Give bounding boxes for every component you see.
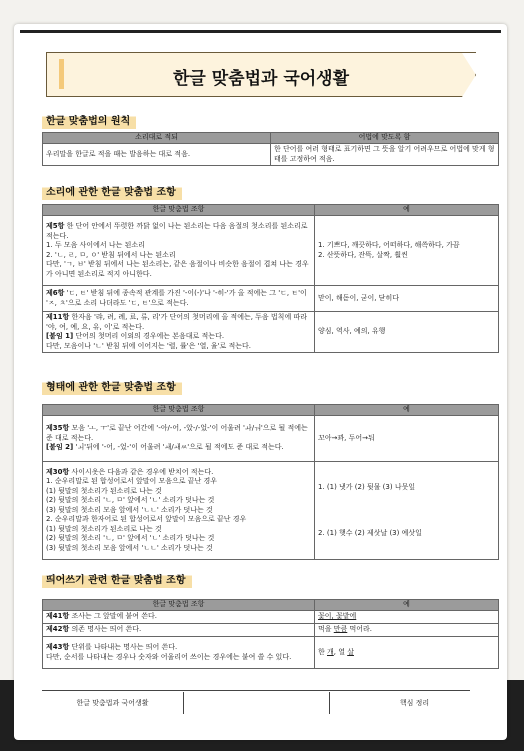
- rule-line: 다만, 순서를 나타내는 경우나 숫자와 어울리어 쓰이는 경우에는 붙여 쓸 수 있다.: [46, 652, 292, 661]
- example-line: 2. (1) 햇수 (2) 제삿날 (3) 예삿일: [318, 528, 422, 537]
- sound-header-rule: 한글 맞춤법 조항: [43, 205, 315, 216]
- rule-line: 다만, 모음이나 'ㄴ' 받침 뒤에 이어지는 '렬, 률'은 '열, 율'로 적는다.: [46, 341, 251, 350]
- rule-number: 제42항: [46, 625, 70, 634]
- rule-30-cell: [43, 462, 315, 560]
- rule-number: 제41항: [46, 612, 70, 621]
- top-rule: [20, 30, 501, 33]
- rule-42-cell: [43, 624, 315, 637]
- principles-cell-1: 우리말을 한글로 적을 때는 발음하는 대로 적음.: [43, 144, 271, 166]
- footer-right: 핵심 정리: [399, 699, 430, 707]
- principles-cell-2: 한 단어를 여러 형태로 표기하면 그 뜻을 알기 어려우므로 어법에 맞게 형태를 고정하여 적음.: [271, 144, 499, 166]
- principles-header-2: 어법에 맞도록 함: [271, 133, 499, 144]
- section-title-principles: 한글 맞춤법의 원칙: [42, 110, 136, 129]
- rule-line: (1) 뒷말의 첫소리가 된소리로 나는 것: [46, 486, 162, 495]
- rule-43-example: [315, 637, 499, 669]
- rule-number: 제5항: [46, 222, 65, 230]
- title-banner: [46, 52, 476, 97]
- page-title: 한글 맞춤법과 국어생활: [172, 69, 350, 89]
- rule-35-cell: [43, 416, 315, 462]
- rule-5-example: [315, 216, 499, 286]
- rule-35-example: 꼬아→꽈, 두어→둬: [315, 416, 499, 462]
- rule-41-cell: [43, 611, 315, 624]
- banner-notch: [462, 53, 476, 97]
- rule-line: (2) 뒷말의 첫소리 'ㄴ, ㅁ' 앞에서 'ㄴ' 소리가 덧나는 것: [46, 496, 215, 505]
- note-label: [붙임 2]: [46, 443, 74, 452]
- rule-11-cell: [43, 312, 315, 353]
- rule-text: 의존 명사는 띄어 쓴다.: [69, 625, 142, 634]
- sound-table: [42, 204, 499, 353]
- table-row: [43, 312, 499, 353]
- rule-line: 2. 'ㄴ, ㄹ, ㅁ, ㅇ' 받침 뒤에서 나는 된소리: [46, 250, 176, 259]
- example-line: 1. (1) 냇가 (2) 뒷물 (3) 나뭇잎: [318, 482, 416, 491]
- table-row: [43, 216, 499, 286]
- rule-43-cell: [43, 637, 315, 669]
- table-row: [43, 611, 499, 624]
- rule-line: 2. 순우리말과 한자어로 된 합성어로서 앞말이 모음으로 끝난 경우: [46, 515, 247, 524]
- document-sheet: [14, 24, 507, 740]
- footer-rule: [42, 690, 470, 691]
- principles-table: [42, 132, 499, 166]
- rule-line: 1. 두 모음 사이에서 나는 된소리: [46, 241, 145, 249]
- rule-text: 사이시옷은 다음과 같은 경우에 받치어 적는다.: [69, 467, 214, 476]
- rule-number: 제30항: [46, 467, 70, 476]
- rule-text: 'ㄷ, ㅌ' 받침 뒤에 종속적 관계를 가진 '-이(-)'나 '-히-'가 올 적에는 그 'ㄷ, ㅌ'이 'ㅈ, ㅊ'으로 소리 나더라도 'ㄷ, ㅌ'으로 적는다.: [46, 289, 307, 307]
- rule-41-example: 꽃이, 꽃밭에: [315, 611, 499, 624]
- rule-5-cell: [43, 216, 315, 286]
- spacing-header-example: 예: [315, 600, 499, 611]
- principles-header-1: 소리대로 적되: [43, 133, 271, 144]
- example-underlined: 살: [347, 647, 354, 656]
- rule-line: 1. 순우리말로 된 합성어로서 앞말이 모음으로 끝난 경우: [46, 477, 218, 486]
- rule-line: (1) 뒷말의 첫소리가 된소리로 나는 것: [46, 524, 162, 533]
- example-underlined: 만큼: [333, 625, 348, 634]
- rule-text: 조사는 그 앞말에 붙여 쓴다.: [69, 612, 157, 621]
- rule-line: (3) 뒷말의 첫소리 모음 앞에서 'ㄴㄴ' 소리가 덧나는 것: [46, 543, 213, 552]
- footer-middle: [184, 692, 330, 714]
- sound-header-example: 예: [315, 205, 499, 216]
- form-table: [42, 404, 499, 560]
- rule-number: 제35항: [46, 424, 70, 433]
- example-line: 2. 산뜻하다, 잔뜩, 살짝, 훨씬: [318, 250, 408, 259]
- rule-text: 한자음 '랴, 려, 례, 료, 류, 리'가 단어의 첫머리에 올 적에는, 두음 법칙에 따라 '야, 여, 예, 요, 유, 이'로 적는다.: [46, 313, 307, 331]
- note-text: 단어의 첫머리 이외의 경우에는 본음대로 적는다.: [73, 332, 225, 340]
- example-text: 먹을: [318, 625, 334, 634]
- note-text: 'ㅚ'뒤에 '-어, -었-'이 어울려 'ㅙ/ㅙㅆ'으로 될 적에도 준 대로 적는다.: [73, 443, 284, 452]
- table-row: [43, 624, 499, 637]
- rule-text: 모음 'ㅗ, ㅜ'로 끝난 어간에 '-아/-어, -았-/-었-'이 어울려 'ㅘ/ㅝ'으로 될 적에는 준 대로 적는다.: [46, 424, 308, 442]
- section-title-form: 형태에 관한 한글 맞춤법 조항: [42, 376, 182, 395]
- table-row: [43, 637, 499, 669]
- example-text: 먹어라.: [347, 625, 373, 634]
- rule-30-example: [315, 462, 499, 560]
- note-label: [붙임 1]: [46, 332, 74, 340]
- rule-line: (2) 뒷말의 첫소리 'ㄴ, ㅁ' 앞에서 'ㄴ' 소리가 덧나는 것: [46, 534, 215, 543]
- page-footer: [42, 692, 499, 714]
- spacing-header-rule: 한글 맞춤법 조항: [43, 600, 315, 611]
- rule-line: 다만, 'ㄱ, ㅂ' 받침 뒤에서 나는 된소리는, 같은 음절이나 비슷한 음절이 겹쳐 나는 경우가 아니면 된소리로 적지 아니한다.: [46, 260, 309, 278]
- rule-11-example: 양심, 역사, 예의, 유행: [315, 312, 499, 353]
- example-underlined: 개: [327, 647, 334, 656]
- example-text: 한: [318, 647, 327, 656]
- footer-left: 한글 맞춤법과 국어생활: [42, 692, 184, 714]
- rule-number: 제43항: [46, 643, 70, 651]
- rule-note: [46, 332, 311, 342]
- example-line: 1. 기쁘다, 깨끗하다, 어떠하다, 해쓱하다, 가끔: [318, 241, 460, 249]
- rule-number: 제6항: [46, 289, 65, 297]
- rule-number: 제11항: [46, 313, 70, 321]
- section-title-spacing: 띄어쓰기 관련 한글 맞춤법 조항: [42, 569, 192, 588]
- rule-text: 단위를 나타내는 명사는 띄어 쓴다.: [69, 643, 178, 651]
- form-header-rule: 한글 맞춤법 조항: [43, 405, 315, 416]
- section-title-sound: 소리에 관한 한글 맞춤법 조항: [42, 181, 182, 200]
- table-row: [43, 416, 499, 462]
- rule-6-example: 맏이, 해돋이, 굳이, 닫히다: [315, 286, 499, 312]
- rule-line: (3) 뒷말의 첫소리 모음 앞에서 'ㄴㄴ' 소리가 덧나는 것: [46, 505, 213, 514]
- rule-42-example: [315, 624, 499, 637]
- rule-text: 한 단어 안에서 뚜렷한 까닭 없이 나는 된소리는 다음 음절의 첫소리를 된소리로 적는다.: [46, 222, 308, 240]
- table-row: [43, 286, 499, 312]
- rule-6-cell: [43, 286, 315, 312]
- form-header-example: 예: [315, 405, 499, 416]
- example-text: , 열: [333, 647, 348, 656]
- table-row: [43, 462, 499, 560]
- rule-note: [46, 443, 311, 453]
- spacing-table: [42, 599, 499, 669]
